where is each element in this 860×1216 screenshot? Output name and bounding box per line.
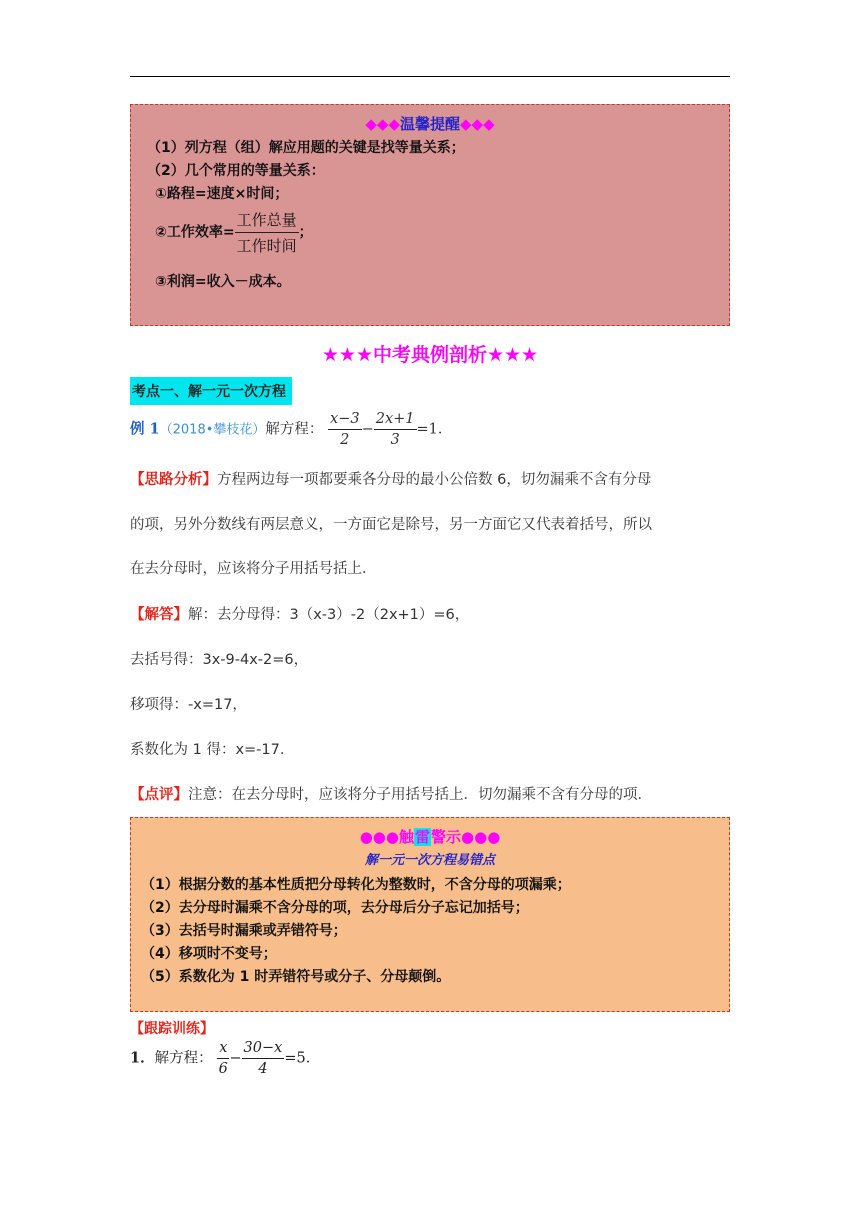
fraction-numerator: 2x+1	[374, 411, 417, 430]
question-prompt: 解方程：	[154, 1050, 213, 1067]
fraction-denominator: 4	[258, 1061, 268, 1077]
analysis-line-2: 的项，另外分数线有两层意义，一方面它是除号，另一方面它又代表着括号，所以	[130, 517, 652, 533]
warning-item: （1）根据分数的基本性质把分母转化为整数时，不含分母的项漏乘；	[141, 877, 571, 893]
reminder-item-4	[155, 209, 313, 256]
minus-sign: −	[229, 1050, 242, 1067]
analysis-line-1	[130, 468, 651, 489]
example-prompt: 解方程：	[265, 421, 324, 438]
example-fraction-2	[374, 411, 417, 448]
example-1	[130, 411, 452, 448]
solution-line-1	[130, 603, 469, 624]
dots-icon: ●●●	[461, 828, 501, 846]
reminder-item-3: ①路程=速度×时间；	[155, 186, 289, 202]
minus-sign: −	[361, 421, 374, 438]
fraction-denominator: 2	[340, 432, 350, 448]
warning-title-c: 警示	[431, 828, 462, 846]
reminder-item-4-suffix: ；	[298, 224, 313, 241]
solution-line-2: 去括号得：3x-9-4x-2=6，	[130, 652, 309, 668]
comment-tag: 【点评】	[130, 787, 188, 803]
reminder-item-2: （2）几个常用的等量关系：	[147, 163, 325, 179]
diamond-icon: ◆◆◆	[365, 115, 400, 133]
warning-title-a: 触	[398, 828, 414, 846]
reminder-title-text: 温馨提醒	[399, 115, 460, 133]
analysis-line-3: 在去分母时，应该将分子用括号括上．	[130, 561, 377, 577]
question-number: 1．	[130, 1049, 155, 1067]
practice-fraction-1	[217, 1040, 229, 1077]
warning-item: （4）移项时不变号；	[141, 946, 277, 962]
example-source: （2018•攀枝花）	[159, 422, 266, 438]
practice-heading: 【跟踪训练】	[130, 1021, 214, 1037]
fraction-numerator: x−3	[328, 411, 362, 430]
fraction-denominator: 6	[218, 1061, 228, 1077]
analysis-text-1: 方程两边每一项都要乘各分母的最小公倍数 6，切勿漏乘不含有分母	[217, 472, 652, 488]
work-efficiency-fraction	[235, 209, 299, 256]
practice-fraction-2	[242, 1040, 285, 1077]
reminder-item-5: ③利润=收入－成本。	[155, 274, 291, 290]
reminder-title	[131, 113, 729, 134]
warning-title	[131, 826, 729, 847]
analysis-tag: 【思路分析】	[130, 472, 217, 488]
solution-line-3: 移项得：-x=17，	[130, 697, 247, 713]
fraction-denominator: 3	[390, 432, 400, 448]
example-fraction-1	[328, 411, 362, 448]
fraction-numerator: 30−x	[242, 1040, 285, 1059]
warning-box	[130, 817, 730, 1012]
equation-rhs: =1．	[416, 421, 453, 438]
comment-text: 注意：在去分母时，应该将分子用括号括上．切勿漏乘不含有分母的项．	[188, 787, 652, 803]
dots-icon: ●●●	[359, 828, 399, 846]
solution-tag: 【解答】	[130, 607, 188, 623]
solution-text-1: 解：去分母得：3（x-3）-2（2x+1）=6，	[188, 607, 470, 623]
fraction-numerator: x	[217, 1040, 229, 1059]
fraction-denominator: 工作时间	[236, 237, 297, 255]
warning-subtitle: 解一元一次方程易错点	[364, 853, 495, 868]
reminder-box	[130, 104, 730, 326]
warning-title-b: 雷	[414, 828, 430, 846]
section-title: ★★★中考典例剖析★★★	[321, 344, 539, 366]
fraction-numerator: 工作总量	[235, 209, 299, 233]
topic-heading: 考点一、解一元一次方程	[130, 377, 292, 405]
practice-question-1	[130, 1040, 320, 1077]
reminder-item-4-prefix: ②工作效率=	[155, 224, 235, 241]
reminder-item-1: （1）列方程（组）解应用题的关键是找等量关系；	[147, 140, 465, 156]
example-label: 例 1	[130, 420, 160, 438]
warning-item: （3）去括号时漏乘或弄错符号；	[141, 923, 347, 939]
diamond-icon: ◆◆◆	[460, 115, 495, 133]
solution-line-4: 系数化为 1 得：x=-17．	[130, 742, 295, 758]
warning-item: （2）去分母时漏乘不含分母的项，去分母后分子忘记加括号；	[141, 900, 529, 916]
equation-rhs: =5．	[284, 1050, 321, 1067]
header-rule	[130, 76, 730, 77]
comment-line	[130, 783, 652, 804]
warning-item: （5）系数化为 1 时弄错符号或分子、分母颠倒。	[141, 969, 451, 985]
